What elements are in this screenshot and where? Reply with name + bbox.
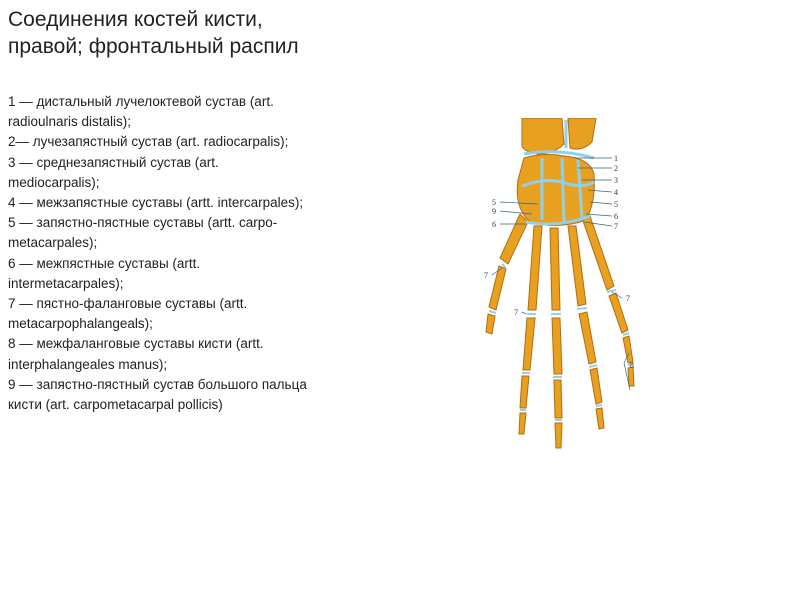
middle-proximal-phalanx — [552, 318, 562, 374]
legend-item-8: 8 — межфаланговые суставы кисти (artt. interphalangeales manus); — [8, 336, 264, 372]
legend-item-6: 6 — межпястные суставы (artt. intermetacarpales); — [8, 255, 201, 291]
thumb-metacarpal — [500, 214, 528, 264]
label-4: 4 — [614, 188, 618, 197]
index-metacarpal — [528, 226, 542, 310]
label-9-left: 9 — [492, 207, 496, 216]
legend-item-3: 3 — среднезапястный сустав (art. mediocarpalis); — [8, 154, 219, 190]
middle-distal-phalanx — [555, 423, 562, 448]
label-3: 3 — [614, 176, 618, 185]
label-6-left: 6 — [492, 220, 496, 229]
ring-distal-phalanx — [596, 408, 604, 429]
ring-proximal-phalanx — [579, 312, 596, 364]
thumb-proximal-phalanx — [489, 266, 506, 310]
thumb-distal-phalanx — [486, 314, 495, 334]
legend-item-9: 9 — запястно-пястный сустав большого пальца кисти (art. carpometacarpal pollicis) — [8, 376, 307, 413]
label-5-right: 5 — [614, 200, 618, 209]
index-distal-phalanx — [519, 413, 526, 434]
label-7-thumb: 7 — [484, 271, 488, 280]
label-1: 1 — [614, 154, 618, 163]
radius-bone — [522, 118, 564, 154]
legend-item-1: 1 — дистальный лучелоктевой сустав (art. radioulnaris distalis); — [8, 94, 274, 130]
little-metacarpal — [582, 216, 614, 290]
label-7-little: 7 — [626, 294, 630, 303]
little-middle-phalanx — [623, 336, 633, 363]
ring-metacarpal — [568, 226, 586, 306]
legend-item-5: 5 — запястно-пястные суставы (artt. carpo-metacarpales); — [8, 215, 278, 251]
middle-middle-phalanx — [554, 380, 562, 418]
middle-metacarpal — [550, 228, 560, 310]
ulna-bone — [568, 118, 596, 149]
label-8: 8 — [630, 361, 634, 370]
legend-list — [8, 92, 308, 415]
label-7-right: 7 — [614, 222, 618, 231]
slide-title: Соединения костей кисти, правой; фронтальный распил — [8, 8, 299, 58]
label-6-right: 6 — [614, 212, 618, 221]
label-5-left: 5 — [492, 198, 496, 207]
legend-item-2: 2— лучезапястный сустав (art. radiocarpalis); — [8, 134, 289, 150]
label-2: 2 — [614, 164, 618, 173]
index-proximal-phalanx — [523, 318, 535, 370]
ring-middle-phalanx — [590, 368, 602, 404]
label-7-index: 7 — [514, 308, 518, 317]
legend-item-7: 7 — пястно-фаланговые суставы (artt. metacarpophalangeals); — [8, 296, 248, 332]
index-middle-phalanx — [520, 376, 529, 408]
legend-item-4: 4 — межзапястные суставы (artt. intercarpales); — [8, 195, 304, 211]
hand-bones-illustration — [478, 118, 638, 488]
